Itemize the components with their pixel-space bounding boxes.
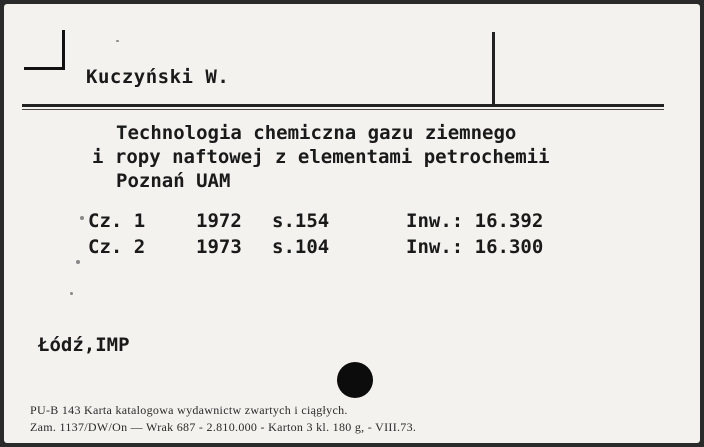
volume-1-pages: s.154 xyxy=(272,210,330,232)
corner-mark-vertical xyxy=(62,30,65,70)
catalog-card xyxy=(4,4,700,443)
volume-1-part: Cz. 1 xyxy=(88,210,146,232)
volume-2-year: 1973 xyxy=(196,236,242,258)
header-divider xyxy=(492,32,495,104)
header-rule xyxy=(22,104,664,110)
footer-line-1: PU-B 143 Karta katalogowa wydawnictw zwartych i ciągłych. xyxy=(30,403,348,417)
footer-line-2: Zam. 1137/DW/On — Wrak 687 - 2.810.000 - Karton 3 kl. 180 g, - VIII.73. xyxy=(30,420,417,434)
ink-speck xyxy=(116,40,119,42)
ink-speck xyxy=(70,292,73,295)
ink-speck xyxy=(76,260,80,264)
title-line-1: Technologia chemiczna gazu ziemnego xyxy=(116,122,517,144)
volume-2-inventory: Inw.: 16.300 xyxy=(406,236,544,258)
volume-1-year: 1972 xyxy=(196,210,242,232)
location-code: Łódź,IMP xyxy=(38,334,130,356)
publisher-line: Poznań UAM xyxy=(116,170,231,192)
title-line-2: i ropy naftowej z elementami petrochemii xyxy=(92,146,550,168)
punch-hole xyxy=(337,362,373,398)
volume-2-pages: s.104 xyxy=(272,236,330,258)
volume-1-inventory: Inw.: 16.392 xyxy=(406,210,544,232)
ink-speck xyxy=(80,216,84,220)
volume-2-part: Cz. 2 xyxy=(88,236,146,258)
corner-mark-horizontal xyxy=(24,67,65,70)
author-name: Kuczyński W. xyxy=(86,66,230,88)
